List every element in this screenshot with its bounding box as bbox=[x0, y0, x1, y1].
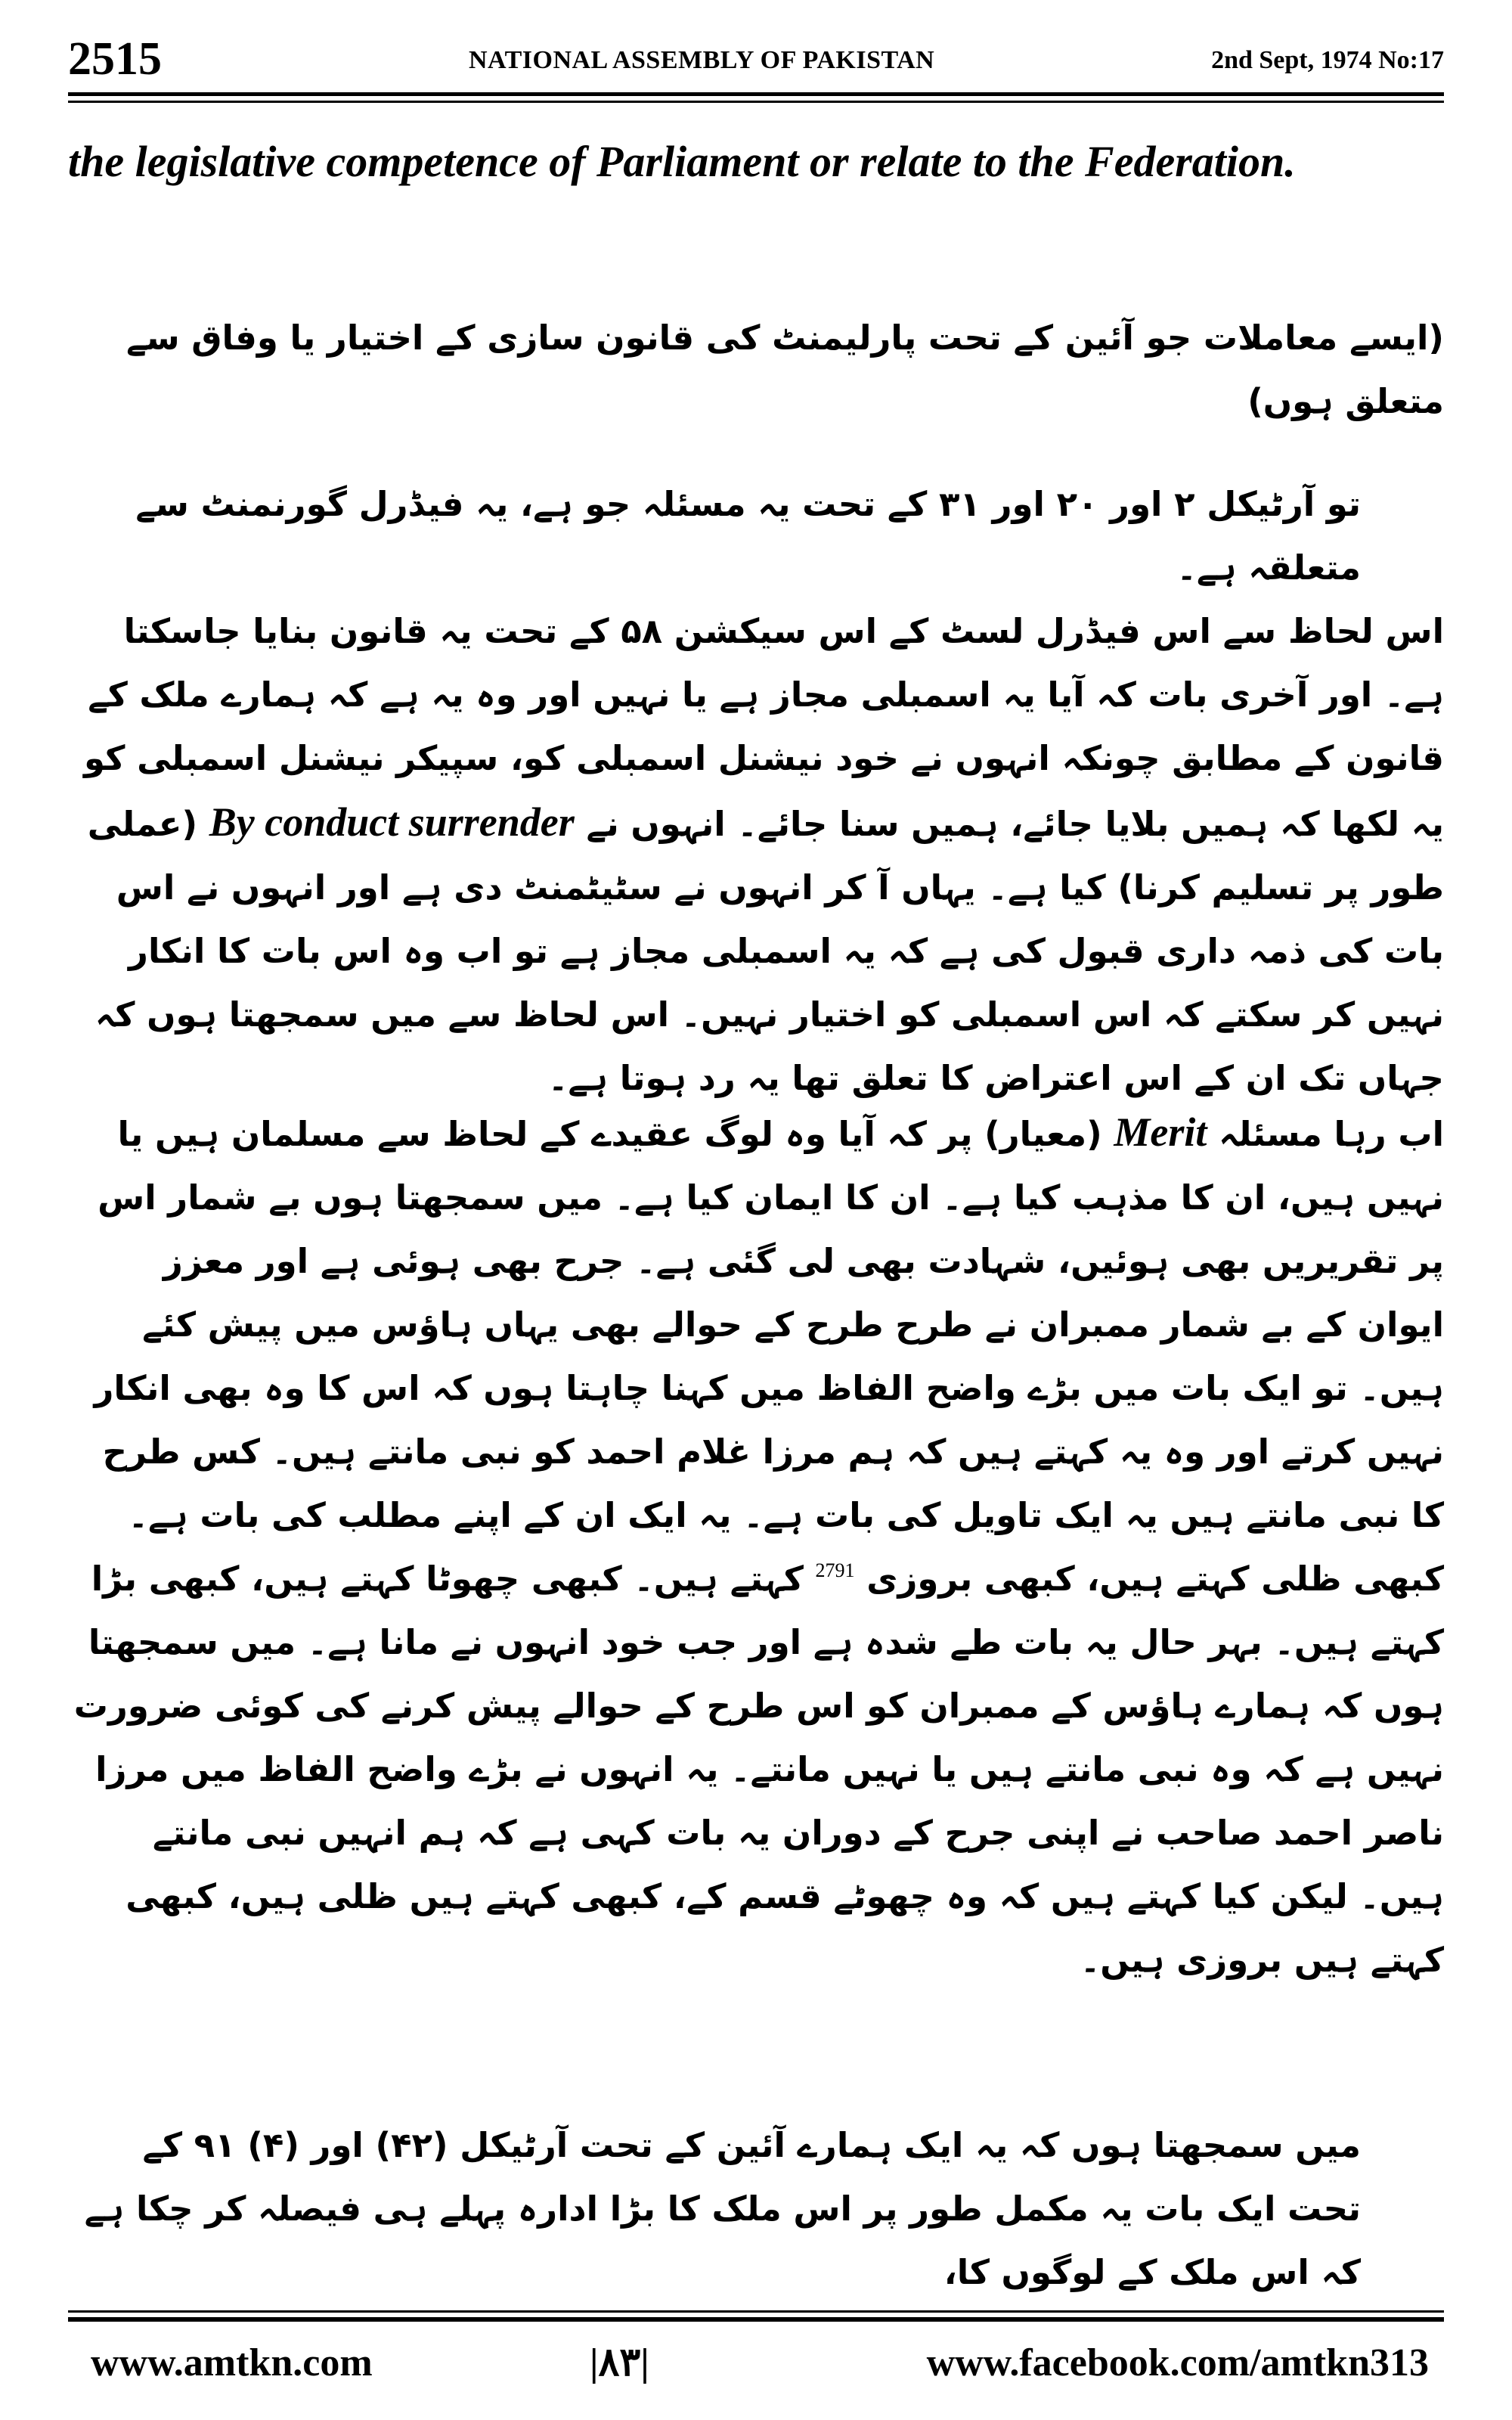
paragraph-1 bbox=[68, 473, 1444, 1110]
urdu-translation-quote bbox=[68, 306, 1444, 433]
header-title: NATIONAL ASSEMBLY OF PAKISTAN bbox=[469, 46, 935, 74]
page-number: 2515 bbox=[68, 33, 162, 85]
page-footer bbox=[68, 2333, 1444, 2394]
header-rule-thin bbox=[68, 101, 1444, 103]
paragraph-2 bbox=[68, 1100, 1444, 1992]
paragraph-1-first-line: تو آرٹیکل ۲ اور ۲۰ اور ۳۱ کے تحت یہ مسئلہ جو ہے، یہ فیڈرل گورنمنٹ سے متعلقہ ہے۔ bbox=[135, 484, 1361, 588]
english-term-merit: Merit bbox=[1114, 1109, 1207, 1155]
paragraph-3 bbox=[68, 2114, 1444, 2304]
page-header bbox=[68, 29, 1444, 89]
footer-rule-thick bbox=[68, 2317, 1444, 2322]
footnote-reference: 2791 bbox=[815, 1559, 855, 1581]
footer-rule-thin bbox=[68, 2310, 1444, 2313]
english-intro-text: the legislative competence of Parliament or relate to the Federation. bbox=[68, 137, 1296, 186]
paragraph-1-text-2: (عملی طور پر تسلیم کرنا) کیا ہے۔ یہاں آ کر انہوں نے سٹیٹمنٹ دی ہے اور انہوں نے اس بات کی ذمہ داری قبول کی ہے کہ یہ اسمبلی مجاز ہے تو اب وہ اس بات کا انکار نہیں کر سکتے کہ اس اسمبلی کو اختیار نہیں۔ اس لحاظ سے میں سمجھتا ہوں کہ جہاں تک ان کے اس اعتراض کا تعلق تھا یہ رد ہوتا ہے۔ bbox=[87, 804, 1444, 1098]
footer-website-link[interactable]: www.amtkn.com bbox=[91, 2341, 373, 2384]
english-term-by-conduct: By conduct surrender bbox=[209, 799, 575, 845]
paragraph-2-text-b: (معیار) پر کہ آیا وہ لوگ عقیدے کے لحاظ سے مسلمان ہیں یا نہیں ہیں، ان کا مذہب کیا ہے۔ ان کا ایمان کیا ہے۔ میں سمجھتا ہوں بے شمار اس پر تقریریں بھی ہوئیں، شہادت بھی لی گئی ہے۔ جرح بھی ہوئی ہے اور معزز ایوان کے بے شمار ممبران نے طرح طرح کے حوالے بھی یہاں ہاؤس میں پیش کئے ہیں۔ تو ایک بات میں بڑے واضح الفاظ میں کہنا چاہتا ہوں کہ اس کا وہ بھی انکار نہیں کرتے اور وہ یہ کہتے ہیں کہ ہم مرزا غلام احمد کو نبی مانتے ہیں۔ کس طرح کا نبی مانتے ہیں یہ ایک تاویل کی بات ہے۔ یہ ایک ان کے اپنے مطلب کی بات ہے۔ کبھی ظلی کہتے ہیں، کبھی بروزی bbox=[94, 1114, 1444, 1599]
header-rule-thick bbox=[68, 92, 1444, 96]
header-date-issue: 2nd Sept, 1974 No:17 bbox=[1211, 46, 1444, 74]
paragraph-1-text: اس لحاظ سے اس فیڈرل لسٹ کے اس سیکشن ۵۸ کے تحت یہ قانون بنایا جاسکتا ہے۔ اور آخری بات کہ آیا یہ اسمبلی مجاز ہے یا نہیں اور وہ یہ ہے کہ ہمارے ملک کے قانون کے مطابق چونکہ انہوں نے خود نیشنل اسمبلی کو، سپیکر نیشنل اسمبلی کو یہ لکھا کہ ہمیں بلایا جائے، ہمیں سنا جائے۔ انہوں نے bbox=[84, 611, 1444, 844]
footer-pdf-page-number: |۸۳| bbox=[590, 2341, 649, 2384]
paragraph-2-body bbox=[68, 1100, 1444, 1992]
quote-text: (ایسے معاملات جو آئین کے تحت پارلیمنٹ کی قانون سازی کے اختیار یا وفاق سے متعلق ہوں) bbox=[125, 318, 1444, 421]
paragraph-2-text-c: کہتے ہیں۔ کبھی چھوٹا کہتے ہیں، کبھی بڑا کہتے ہیں۔ بہر حال یہ بات طے شدہ ہے اور جب خود انہوں نے مانا ہے۔ میں سمجھتا ہوں کہ ہمارے ہاؤس کے ممبران کو اس طرح کے حوالے پیش کرنے کی کوئی ضرورت نہیں ہے کہ وہ نبی مانتے ہیں یا نہیں مانتے۔ یہ انہوں نے بڑے واضح الفاظ میں مرزا ناصر احمد صاحب نے اپنی جرح کے دوران یہ بات کہی ہے کہ ہم انہیں نبی مانتے ہیں۔ لیکن کیا کہتے ہیں کہ وہ چھوٹے قسم کے، کبھی کہتے ہیں ظلی ہیں، کبھی کہتے ہیں بروزی ہیں۔ bbox=[73, 1559, 1444, 1980]
paragraph-3-body: میں سمجھتا ہوں کہ یہ ایک ہمارے آئین کے تحت آرٹیکل (۴۲) اور (۴) ۹۱ کے تحت ایک بات یہ مکمل طور پر اس ملک کا بڑا ادارہ پہلے ہی فیصلہ کر چکا ہے کہ اس ملک کے لوگوں کا، bbox=[84, 2125, 1361, 2292]
paragraph-2-text-a: اب رہا مسئلہ bbox=[1219, 1114, 1444, 1154]
footer-facebook-link[interactable]: www.facebook.com/amtkn313 bbox=[926, 2341, 1429, 2384]
paragraph-1-body bbox=[68, 600, 1444, 1110]
